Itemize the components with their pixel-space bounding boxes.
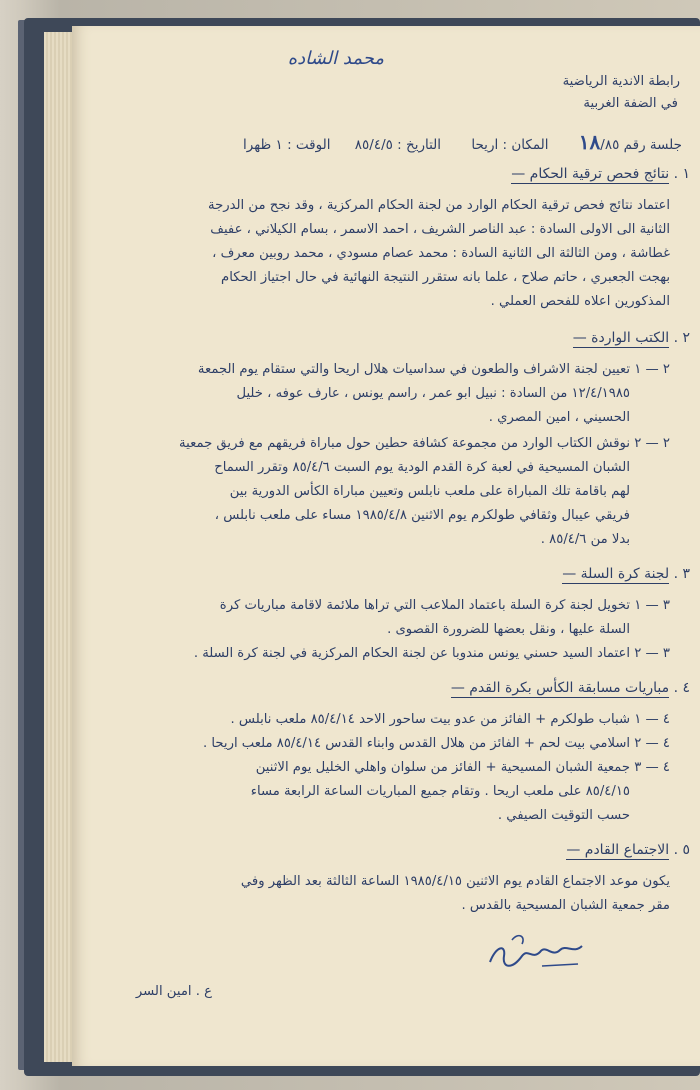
section-4-number: ٤ . <box>673 680 690 696</box>
handwritten-signature <box>482 926 592 982</box>
session-number-value: ١٨ <box>578 130 601 154</box>
section-1-line: الثانية الى الاولى السادة : عبد الناصر الشريف ، احمد الاسمر ، بسام الكيلاني ، عفيف <box>210 222 670 237</box>
section-3-number: ٣ . <box>673 566 690 582</box>
section-2-line: ٢ — ١ تعيين لجنة الاشراف والطعون في سداسيات هلال اريحا والتي ستقام يوم الجمعة <box>197 362 670 377</box>
section-3-line: ٣ — ١ تخويل لجنة كرة السلة باعتماد الملاعب التي تراها ملائمة لاقامة مباريات كرة <box>219 598 670 613</box>
section-2-line: ٢ — ٢ نوقش الكتاب الوارد من مجموعة كشافة حطين حول مباراة فريقهم مع فريق جمعية <box>179 436 670 451</box>
section-4-line: ٤ — ٣ جمعية الشبان المسيحية + الفائز من سلوان واهلي الخليل يوم الاثنين <box>255 760 670 775</box>
document-page <box>72 26 700 1066</box>
handwritten-annotation: محمد الشاده <box>287 48 384 69</box>
org-name-line-2: في الضفة الغربية <box>583 96 678 111</box>
session-number-suffix: /٨٥ <box>600 137 620 153</box>
section-1-title: نتائج فحص ترقية الحكام — <box>511 166 670 182</box>
section-4-line: حسب التوقيت الصيفي . <box>497 808 630 823</box>
section-2-line: فريقي عيبال وثقافي طولكرم يوم الاثنين ١٩٨٥/٤/٨ مساء على ملعب نابلس ، <box>214 508 630 523</box>
section-5-heading <box>566 842 690 858</box>
section-2-line: ١٢/٤/١٩٨٥ من السادة : نبيل ابو عمر ، راسم يونس ، عارف عوفه ، خليل <box>236 386 630 401</box>
section-5-line: مقر جمعية الشبان المسيحية بالقدس . <box>461 898 670 913</box>
section-1-line: غطاشة ، ومن الثالثة الى الثانية السادة : محمد عصام مسودي ، محمد روبين معرف ، <box>212 246 670 261</box>
session-header <box>243 130 682 154</box>
section-4-line: ٤ — ١ شباب طولكرم + الفائز من عدو بيت ساحور الاحد ٨٥/٤/١٤ ملعب نابلس . <box>230 712 670 727</box>
section-2-line: لهم باقامة تلك المباراة على ملعب نابلس وتعيين مباراة الكأس الدورية بين <box>229 484 630 499</box>
section-2-heading <box>573 330 690 346</box>
section-2-line: الشبان المسيحية في لعبة كرة القدم الودية يوم السبت ٨٥/٤/٦ وتقرر السماح <box>214 460 630 475</box>
section-2-line: الحسيني ، امين المصري . <box>488 410 630 425</box>
section-5-title: الاجتماع القادم — <box>566 842 670 858</box>
section-3-heading <box>562 566 690 582</box>
org-name-line-1: رابطة الاندية الرياضية <box>562 74 680 89</box>
section-2-line: بدلا من ٨٥/٤/٦ . <box>540 532 630 547</box>
section-1-number: ١ . <box>673 166 690 182</box>
signature-name: ع . امين السر <box>135 984 212 999</box>
section-1-heading <box>511 166 690 182</box>
section-3-title: لجنة كرة السلة — <box>562 566 670 582</box>
section-2-title: الكتب الواردة — <box>572 330 670 346</box>
section-1-line: المذكورين اعلاه للفحص العملي . <box>490 294 670 309</box>
session-date: التاريخ : ٨٥/٤/٥ <box>354 137 442 153</box>
session-place: المكان : اريحا <box>471 137 549 153</box>
section-4-heading <box>451 680 690 696</box>
section-3-line: ٣ — ٢ اعتماد السيد حسني يونس مندوبا عن لجنة الحكام المركزية في لجنة كرة السلة . <box>193 646 670 661</box>
section-4-line: ٤ — ٢ اسلامي بيت لحم + الفائز من هلال القدس وابناء القدس ٨٥/٤/١٤ ملعب اريحا . <box>202 736 670 751</box>
session-time: الوقت : ١ ظهرا <box>243 137 331 153</box>
section-4-line: ٨٥/٤/١٥ على ملعب اريحا . وتقام جميع المباريات الساعة الرابعة مساء <box>250 784 630 799</box>
section-1-line: بهجت الجعبري ، حاتم صلاح ، علما بانه ستقرر النتيجة النهائية في حال اجتياز الحكام <box>221 270 670 285</box>
section-2-number: ٢ . <box>673 330 690 346</box>
section-4-title: مباريات مسابقة الكأس بكرة القدم — <box>450 680 670 696</box>
section-5-line: يكون موعد الاجتماع القادم يوم الاثنين ١٩٨٥/٤/١٥ الساعة الثالثة بعد الظهر وفي <box>240 874 670 889</box>
section-5-number: ٥ . <box>673 842 690 858</box>
session-number-label: جلسة رقم <box>623 137 682 153</box>
section-3-line: السلة عليها ، ونقل بعضها للضرورة القصوى . <box>387 622 630 637</box>
section-1-line: اعتماد نتائج فحص ترقية الحكام الوارد من لجنة الحكام المركزية ، وقد نجح من الدرجة <box>208 198 670 213</box>
